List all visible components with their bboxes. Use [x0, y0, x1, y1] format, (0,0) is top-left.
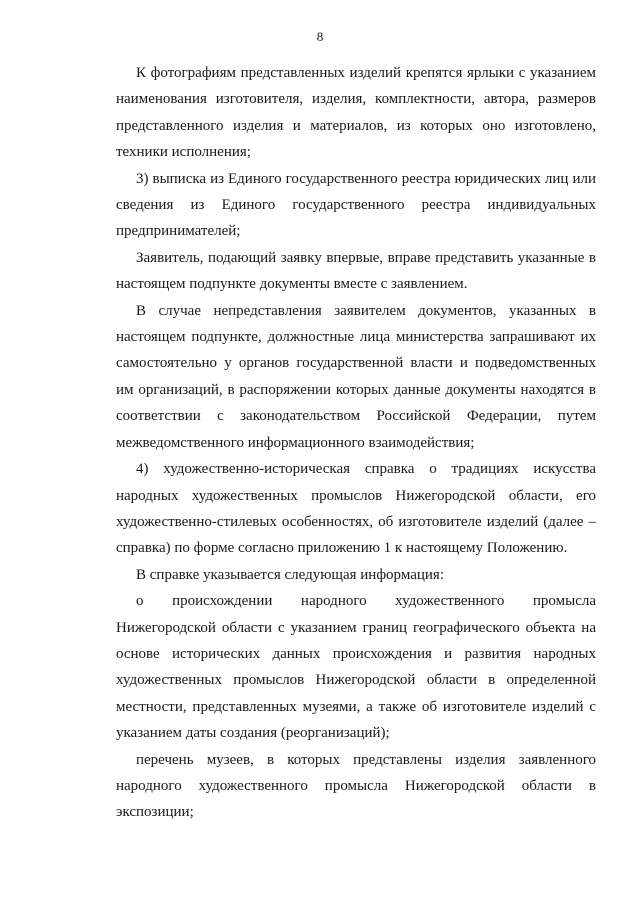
paragraph-historical-reference: 4) художественно-историческая справка о традициях искусства народных художественных промыслов Нижегородской области, его художественно-стилевых особенностях, об изготовителе изделий (далее – справка) по форме согласно приложению 1 к настоящему Положению.	[116, 461, 596, 557]
paragraph-interagency-request: В случае непредставления заявителем документов, указанных в настоящем подпункте, должностные лица министерства запрашивают их самостоятельно у органов государственной власти и подведомственных им организаций, в распоряжении которых данные документы находятся в соответствии с законодательством Российской Федерации, путем межведомственного информационного взаимодействия;	[116, 302, 596, 451]
document-body	[116, 60, 596, 826]
paragraph-origin-info: о происхождении народного художественного промысла Нижегородской области с указанием границ географического объекта на основе исторических данных происхождения и развития народных художественных промыслов Нижегородской области в определенной местности, представленных музеями, а также об изготовителе изделий с указанием даты создания (реорганизаций);	[116, 593, 596, 742]
paragraph-first-application: Заявитель, подающий заявку впервые, вправе представить указанные в настоящем подпункте документы вместе с заявлением.	[116, 249, 596, 293]
page-number: 8	[316, 29, 324, 44]
paragraph-photo-labels: К фотографиям представленных изделий крепятся ярлыки с указанием наименования изготовителя, изделия, комплектности, автора, размеров представленного изделия и материалов, из которых оно изготовлено, техники исполнения;	[116, 65, 596, 161]
paragraph-reference-contents: В справке указывается следующая информация:	[136, 566, 444, 583]
paragraph-museum-list: перечень музеев, в которых представлены изделия заявленного народного художественного промысла Нижегородской области в экспозиции;	[116, 751, 596, 821]
paragraph-registry-extract: 3) выписка из Единого государственного реестра юридических лиц или сведения из Единого государственного реестра индивидуальных предпринимателей;	[116, 170, 596, 240]
